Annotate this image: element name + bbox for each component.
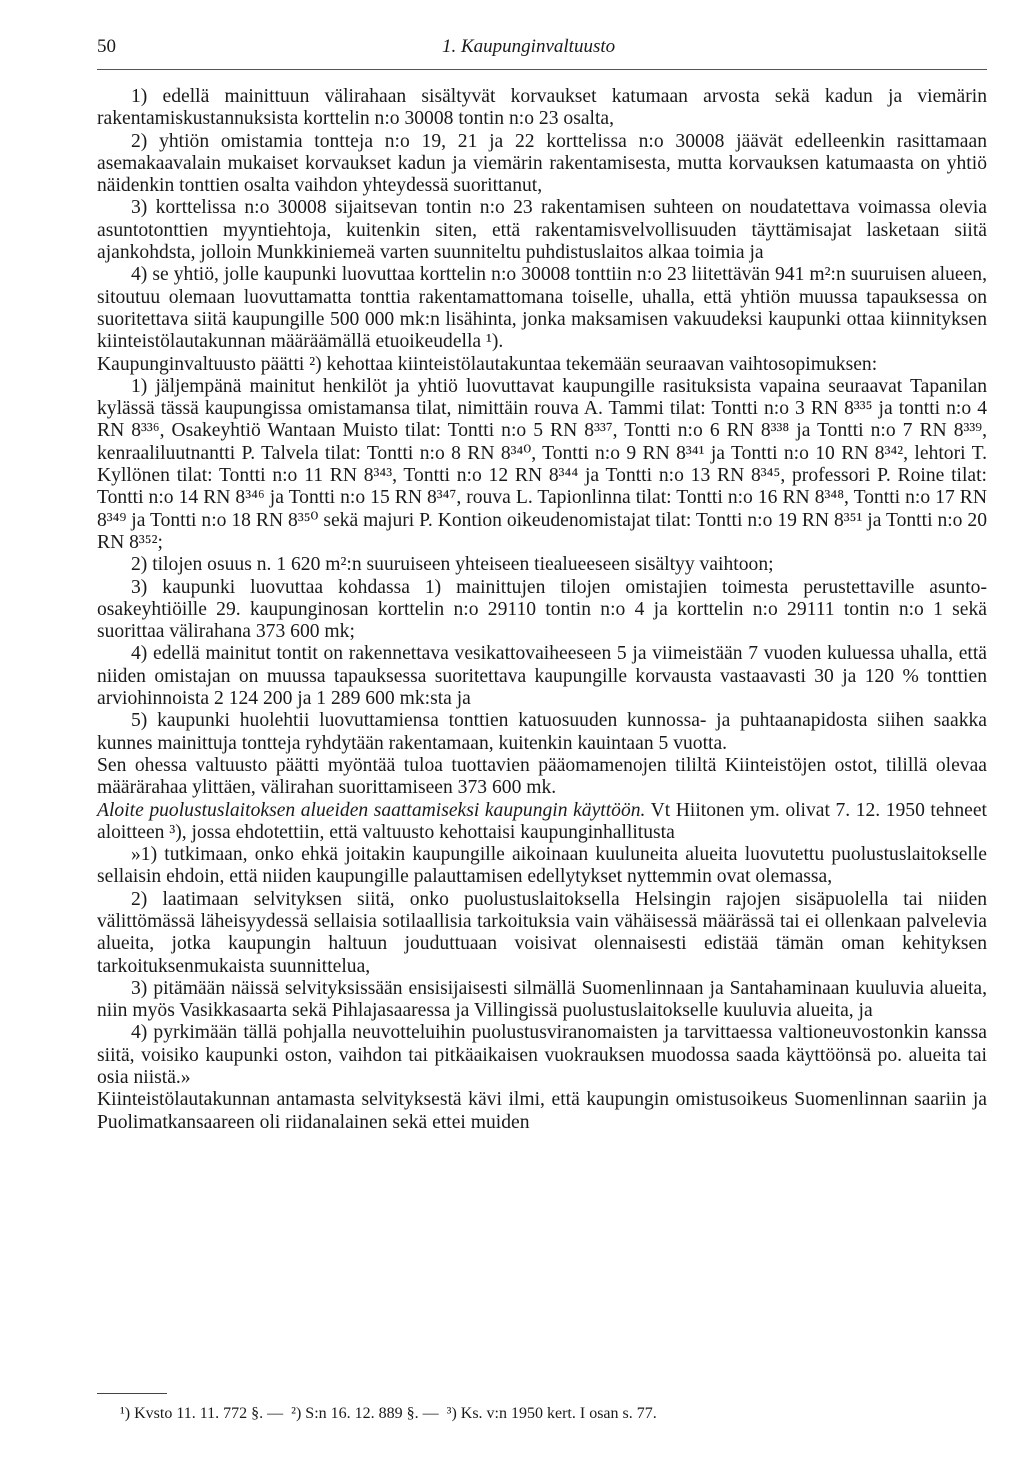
paragraph: 4) pyrkimään tällä pohjalla neuvotteluihin puolustusviranomaisten ja tarvittaessa valtioneuvostonkin kanssa siitä, voisiko kaupunki oston, vaihdon tai pitkäaikaisen vuokrauksen muodossa saada käyttöönsä po. alueita tai osia niistä.»	[97, 1022, 987, 1089]
paragraph: 2) yhtiön omistamia tontteja n:o 19, 21 ja 22 korttelissa n:o 30008 jäävät edelleenkin rasittamaan asemakaavalain mukaiset korvaukset kadun ja viemärin rakentamisesta, mutta korvauksen katumaasta on yhtiö näidenkin tonttien osalta vaihdon yhteydessä suorittanut,	[97, 130, 987, 197]
paragraph: 3) kaupunki luovuttaa kohdassa 1) mainittujen tilojen omistajien toimesta perustettaville asunto-osakeyhtiöille 29. kaupunginosan korttelin n:o 29110 tontin n:o 4 ja korttelin n:o 29111 tontin n:o 1 sekä suorittaa välirahana 373 600 mk;	[97, 576, 987, 643]
footnotes	[120, 1404, 980, 1424]
paragraph: Kiinteistölautakunnan antamasta selvityksestä kävi ilmi, että kaupungin omistusoikeus Suomenlinnan saariin ja Puolimatkansaareen oli riidanalainen sekä ettei muiden	[97, 1089, 987, 1133]
paragraph: 2) tilojen osuus n. 1 620 m²:n suuruiseen yhteiseen tiealueeseen sisältyy vaihtoon;	[131, 554, 774, 576]
paragraph: 4) edellä mainitut tontit on rakennettava vesikattovaiheeseen 5 ja viimeistään 7 vuoden kuluessa uhalla, että niiden omistajan on muussa tapauksessa suoritettava kaupungille korvausta vastaavasti 30 ja 120 % tonttien arviohinnoista 2 124 200 ja 1 289 600 mk:sta ja	[97, 643, 987, 710]
paragraph: 1) jäljempänä mainitut henkilöt ja yhtiö luovuttavat kaupungille rasituksista vapaina seuraavat Tapanilan kylässä tässä kaupungissa omistamansa tilat, nimittäin rouva A. Tammi tilat: Tontti n:o 3 RN 8³³⁵ ja tontti n:o 4 RN 8³³⁶, Osakeyhtiö Wantaan Muisto tilat: Tontti n:o 5 RN 8³³⁷, Tontti n:o 6 RN 8³³⁸ ja Tontti n:o 7 RN 8³³⁹, kenraaliluutnantti P. Talvela tilat: Tontti n:o 8 RN 8³⁴⁰, Tontti n:o 9 RN 8³⁴¹ ja Tontti n:o 10 RN 8³⁴², lehtori T. Kyllönen tilat: Tontti n:o 11 RN 8³⁴³, Tontti n:o 12 RN 8³⁴⁴ ja Tontti n:o 13 RN 8³⁴⁵, professori P. Roine tilat: Tontti n:o 14 RN 8³⁴⁶ ja Tontti n:o 15 RN 8³⁴⁷, rouva L. Tapionlinna tilat: Tontti n:o 16 RN 8³⁴⁸, Tontti n:o 17 RN 8³⁴⁹ ja Tontti n:o 18 RN 8³⁵⁰ sekä majuri P. Kontion oikeudenomistajat tilat: Tontti n:o 19 RN 8³⁵¹ ja Tontti n:o 20 RN 8³⁵²;	[97, 375, 987, 553]
paragraph: 3) pitämään näissä selvityksissään ensisijaisesti silmällä Suomenlinnaan ja Santahaminaan kuuluvia alueita, niin myös Vasikkasaarta sekä Pihlajasaaressa ja Villingissä puolustuslaitokselle kuuluvia alueita, ja	[97, 977, 987, 1022]
footnote: ³) Ks. v:n 1950 kert. I osan s. 77.	[446, 1405, 657, 1422]
paragraph: 1) edellä mainittuun välirahaan sisältyvät korvaukset katumaan arvosta sekä kadun ja viemärin rakentamiskustannuksista korttelin n:o 30008 tontin n:o 23 osalta,	[97, 86, 987, 130]
paragraph: 2) laatimaan selvityksen siitä, onko puolustuslaitoksella Helsingin rajojen sisäpuolella tai niiden välittömässä läheisyydessä sellaisia sotilaallisia tarkoituksia vain vähäisessä määrässä tai ei ollenkaan palvelevia alueita, jotka kaupungin haltuun jouduttuaan voisivat olennaisesti edistää tämän oman kehityksen tarkoituksenmukaista suunnittelua,	[97, 888, 987, 977]
running-title: 1. Kaupunginvaltuusto	[442, 36, 616, 57]
header-rule	[97, 69, 987, 70]
paragraph: Sen ohessa valtuusto päätti myöntää tuloa tuottavien pääomamenojen tililtä Kiinteistöjen ostot, tilillä olevaa määrärahaa ylittäen, välirahan suorittamiseen 373 600 mk.	[97, 754, 987, 799]
paragraph-with-italic-heading	[97, 800, 987, 845]
body-text	[97, 86, 987, 1134]
footnote: ²) S:n 16. 12. 889 §. —	[291, 1405, 439, 1422]
paragraph: Kaupunginvaltuusto päätti ²) kehottaa kiinteistölautakuntaa tekemään seuraavan vaihtosopimuksen:	[97, 353, 878, 375]
page-header	[97, 36, 987, 62]
italic-run-in-heading: Aloite puolustuslaitoksen alueiden saattamiseksi kaupungin käyttöön.	[97, 799, 646, 821]
footnote-rule	[97, 1393, 167, 1394]
paragraph-text: Vt Hiitonen ym. olivat 7. 12. 1950 tehneet aloitteen ³), jossa ehdotettiin, että valtuusto kehottaisi kaupunginhallitusta	[97, 799, 988, 843]
footnote: ¹) Kvsto 11. 11. 772 §. —	[120, 1405, 284, 1422]
page-number: 50	[97, 36, 116, 57]
paragraph: 3) korttelissa n:o 30008 sijaitsevan tontin n:o 23 rakentamisen suhteen on noudatettava voimassa olevia asuntotonttien myyntiehtoja, kuitenkin siten, että rakentamisvelvollisuuden täyttämisajat lasketaan siitä ajankohdsta, jolloin Munkkiniemeä varten suunniteltu puhdistuslaitos alkaa toimia ja	[97, 197, 987, 264]
paragraph: 5) kaupunki huolehtii luovuttamiensa tonttien katuosuuden kunnossa- ja puhtaanapidosta siihen saakka kunnes mainittuja tontteja ryhdytään rakentamaan, kuitenkin kauintaan 5 vuotta.	[97, 710, 987, 754]
paragraph: 4) se yhtiö, jolle kaupunki luovuttaa korttelin n:o 30008 tonttiin n:o 23 liitettävän 941 m²:n suuruisen alueen, sitoutuu olemaan luovuttamatta tonttia rakentamattomana toiselle, uhalla, että yhtiön muussa tapauksessa on suoritettava siitä kaupungille 500 000 mk:n lisähinta, jonka maksamisen vakuudeksi kaupunki ottaa kiinnityksen kiinteistölautakunnan määräämällä etuoikeudella ¹).	[97, 264, 987, 353]
paragraph: »1) tutkimaan, onko ehkä joitakin kaupungille aikoinaan kuuluneita alueita luovutettu puolustuslaitokselle sellaisin ehdoin, että niiden kaupungille palauttamisen edellytykset nyttemmin ovat olemassa,	[97, 844, 987, 888]
